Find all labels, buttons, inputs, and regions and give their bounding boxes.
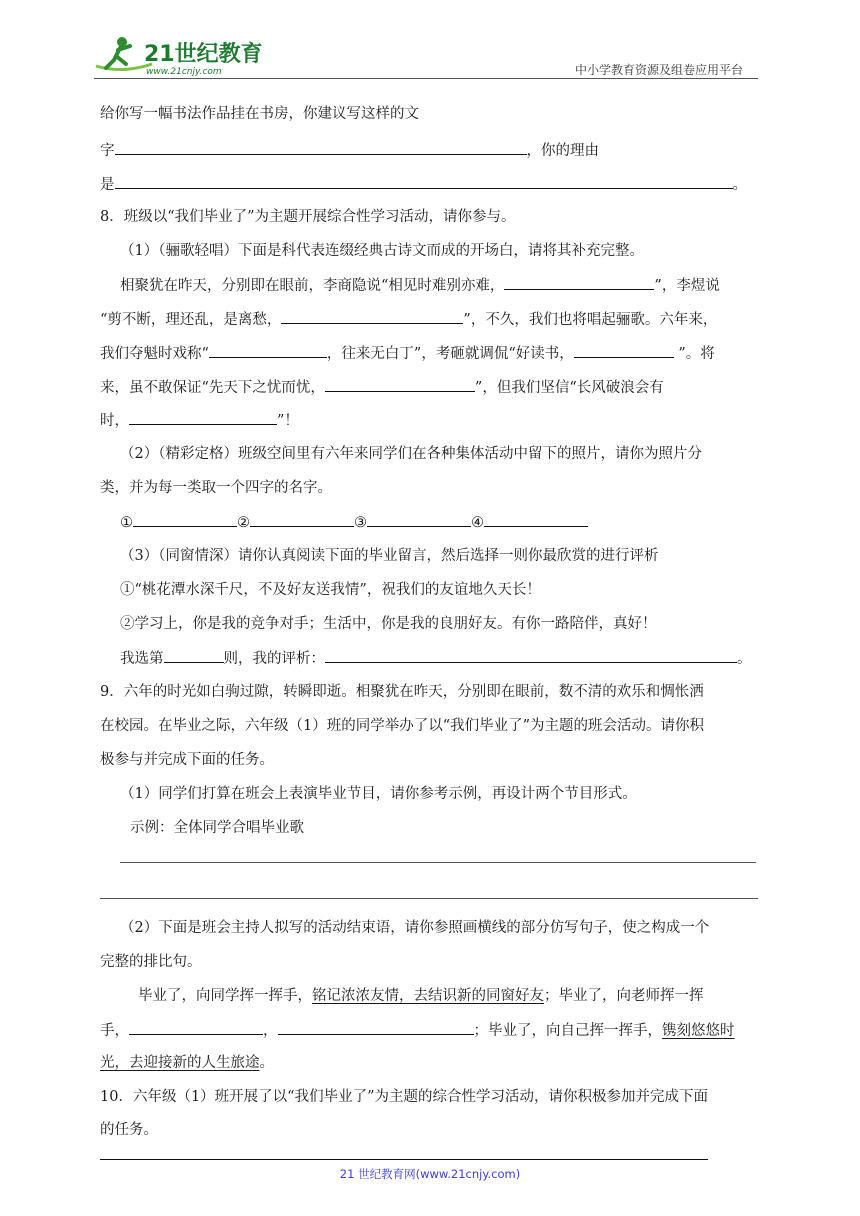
footer-rule [100, 1159, 708, 1160]
text-line: 我们夺魁时戏称“ ，往来无白丁”，考砸就调侃“好读书， ”。将 [100, 343, 715, 364]
sub-question: （1）（骊歌轻唱）下面是科代表连缀经典古诗文而成的开场白，请将其补充完整。 [120, 243, 644, 259]
blank[interactable] [367, 512, 471, 527]
blank[interactable] [325, 377, 475, 392]
sub-question: （2）（精彩定格）班级空间里有六年来同学们在各种集体活动中留下的照片，请你为照片分 [120, 446, 702, 462]
sub-question: （3）（同窗情深）请你认真阅读下面的毕业留言，然后选择一则你最欣赏的进行评析 [120, 548, 659, 564]
message-2: ②学习上，你是我的竞争对手；生活中，你是我的良朋好友。有你一路陪伴，真好！ [120, 616, 657, 632]
example-text: 示例：全体同学合唱毕业歌 [130, 820, 304, 836]
text-line: 手， ， ；毕业了，向自己挥一挥手，镌刻悠悠时 [100, 1020, 735, 1041]
blank[interactable] [250, 512, 354, 527]
blank[interactable] [325, 648, 737, 663]
header-platform-text: 中小学教育资源及组卷应用平台 [575, 63, 744, 77]
blank[interactable] [278, 1020, 474, 1035]
blank[interactable] [133, 512, 237, 527]
blank[interactable] [129, 1020, 263, 1035]
header-rule [94, 78, 758, 79]
site-logo [92, 34, 262, 78]
text-line: 给你写一幅书法作品挂在书房，你建议写这样的文 [100, 106, 419, 122]
text-line: 类，并为每一类取一个四字的名字。 [100, 480, 332, 496]
question-title: 10．六年级（1）班开展了以“我们毕业了”为主题的综合性学习活动，请你积极参加并完成下面 [100, 1089, 708, 1105]
sub-question: （2）下面是班会主持人拟写的活动结束语，请你参照画横线的部分仿写句子，使之构成一个 [120, 920, 710, 936]
text-line: 字 ，你的理由 [100, 140, 599, 161]
blank[interactable] [129, 410, 277, 425]
logo-text: 21世纪教育 [144, 42, 262, 67]
text-line: 相聚犹在昨天，分别即在眼前，李商隐说“相见时难别亦难， ”，李煜说 [120, 275, 720, 296]
text-line: 在校园。在毕业之际，六年级（1）班的同学举办了以“我们毕业了”为主题的班会活动。请你积 [100, 718, 705, 734]
blank[interactable] [504, 275, 654, 290]
category-blanks: ① ② ③ ④ [120, 512, 588, 533]
blank[interactable] [115, 140, 527, 155]
text-line: 时， ”！ [100, 410, 299, 431]
blank[interactable] [115, 174, 733, 189]
answer-line[interactable] [100, 898, 758, 899]
text-line: 来，虽不敢保证“先天下之忧而忧， ”，但我们坚信“长风破浪会有 [100, 377, 664, 398]
blank[interactable] [209, 343, 327, 358]
message-1: ①“桃花潭水深千尺，不及好友送我情”，祝我们的友谊地久天长！ [120, 582, 541, 598]
text-line: “剪不断，理还乱，是离愁， ”，不久，我们也将唱起骊歌。六年来， [100, 309, 717, 330]
text-line: 毕业了，向同学挥一挥手，铭记浓浓友情，去结识新的同窗好友；毕业了，向老师挥一挥 [138, 988, 704, 1004]
blank[interactable] [164, 648, 224, 663]
logo-url: www.21cnjy.com [146, 67, 222, 77]
question-title: 8．班级以“我们毕业了”为主题开展综合性学习活动，请你参与。 [100, 209, 516, 225]
text-line: 光，去迎接新的人生旅途。 [100, 1055, 274, 1071]
sub-question: （1）同学们打算在班会上表演毕业节目，请你参考示例，再设计两个节目形式。 [120, 786, 637, 802]
text-line: 我选第 则，我的评析： 。 [120, 648, 752, 669]
text-line: 的任务。 [100, 1122, 158, 1138]
question-title: 9．六年的时光如白驹过隙，转瞬即逝。相聚犹在昨天，分别即在眼前，数不清的欢乐和惆怅洒 [100, 684, 704, 700]
blank[interactable] [281, 309, 463, 324]
text-line: 是 。 [100, 174, 747, 195]
blank[interactable] [484, 512, 588, 527]
blank[interactable] [574, 343, 674, 358]
text-line: 完整的排比句。 [100, 954, 202, 970]
answer-line[interactable] [120, 862, 756, 863]
text-line: 极参与并完成下面的任务。 [100, 752, 274, 768]
footer-text[interactable]: 21 世纪教育网(www.21cnjy.com) [339, 1167, 521, 1181]
